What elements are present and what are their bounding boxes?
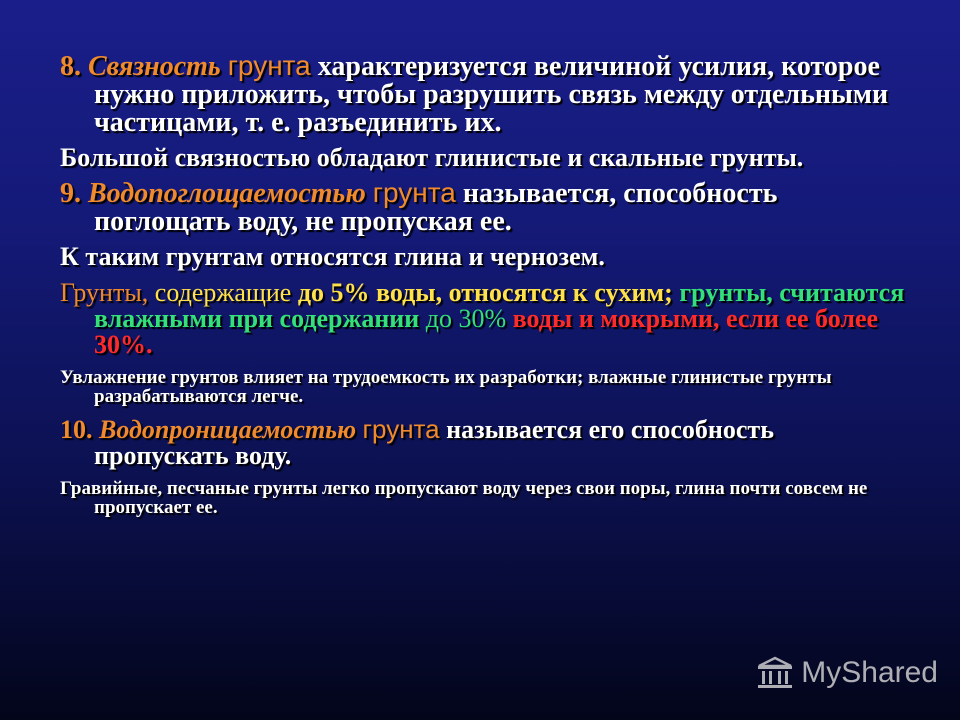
term-grunt: грунта [227,50,311,81]
term-permeability: Водопроницаемостью [99,415,357,444]
definition-text: называется его способность пропускать воду. [94,415,774,470]
paragraph-permeable-soils: Гравийные, песчаные грунты легко пропускают воду через свои поры, глина почти совсем не пропускает ее. [60,478,868,518]
paragraph-cohesive-soils: Большой связностью обладают глинистые и скальные грунты. [60,143,804,172]
definition-text: называется, способность поглощать воду, не пропуская ее. [94,178,778,237]
term-grunt: грунта [362,414,440,444]
moisture-grunty: Грунты, [60,278,149,307]
item-number: 8. [60,51,81,82]
paragraph-9-water-absorption [60,179,910,236]
moisture-soaked: воды и мокрыми, если ее более 30%. [94,304,879,359]
item-number: 9. [60,178,81,209]
item-number: 10. [60,415,93,444]
paragraph-moisture-effect: Увлажнение грунтов влияет на трудоемкость их разработки; влажные глинистые грунты разрабатываются легче. [60,367,832,407]
term-cohesion: Связность [88,51,221,82]
term-water-absorption: Водопоглощаемостью [88,178,366,209]
paragraph-8-cohesion [60,52,910,137]
slide-content [60,52,910,517]
moisture-30: до 30% [425,304,507,333]
paragraph-clay-chernozem: К таким грунтам относятся глина и чернозем. [60,242,605,271]
definition-text: характеризуется величиной усилия, которое нужно приложить, чтобы разрушить связь между отдельными частицами, т. е. разъединить их. [94,51,889,138]
watermark-text: MyShared [801,656,938,689]
paragraph-10-permeability [60,416,910,469]
moisture-containing: содержащие [148,278,298,307]
moisture-wet: грунты, считаются влажными при содержании [94,278,905,333]
term-grunt: грунта [372,177,456,208]
moisture-dry: до 5% воды, относятся к сухим; [297,278,673,307]
paragraph-moisture-classes [60,280,910,358]
monument-icon [755,656,795,690]
watermark [755,656,938,690]
